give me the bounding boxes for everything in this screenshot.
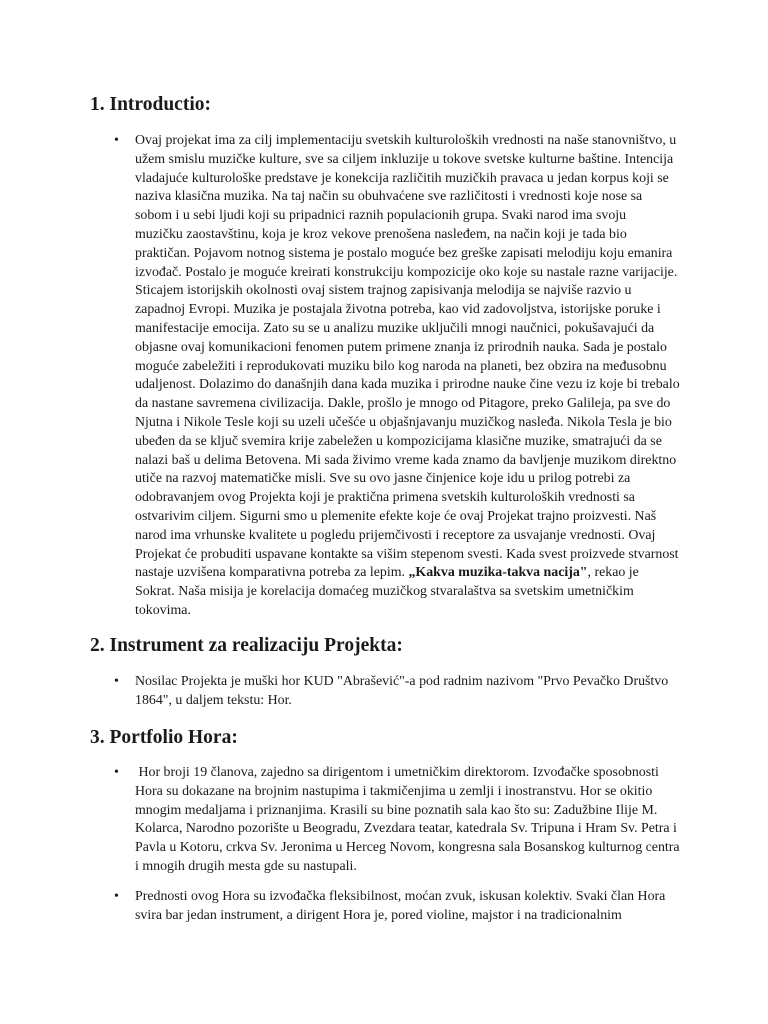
section-heading-introduction: 1. Introductio:	[90, 94, 211, 115]
text-line: izvođač. Postalo je moguće kreirati konstrukciju kompozicije oko koje su nastale razne varijacije.	[135, 264, 678, 280]
quote-bold: „Kakva muzika-takva nacija"	[408, 565, 588, 581]
text-line: zapadnoj Evropi. Muzika je postajala životna potreba, kao vid zadovoljstva, istorijske poruke i	[135, 302, 661, 318]
text-line: tokovima.	[135, 602, 191, 618]
text-line: Pavla u Kotoru, crkva Sv. Jeronima u Herceg Novom, kongresna sala Bosanskog kulturnog centra	[135, 840, 680, 856]
text-run: nastaje uzvišena komparativna potreba za lepim.	[135, 565, 409, 581]
text-line: Hora su dokazane na brojnim nastupima i takmičenjima u zemlji i inostranstvu. Hor se okitio	[135, 783, 653, 799]
text-line: Hor broji 19 članova, zajedno sa dirigentom i umetničkim direktorom. Izvođačke sposobnosti	[135, 765, 659, 780]
text-line: mnogim medaljama i priznanjima. Krasili su bine poznatih sala kao što su: Zadužbine Ilije M.	[135, 802, 658, 818]
text-line: objasne ovaj komunikacioni fenomen putem primene znanja iz prirodnih nauka. Sada je postalo	[135, 339, 667, 355]
text-line: Prednosti ovog Hora su izvođačka fleksibilnost, moćan zvuk, iskusan kolektiv. Svaki član Hora	[135, 889, 666, 904]
text-line: manifestacije emocija. Zato su se u analizu muzike uključili mnogi naučnici, pokušavajući da	[135, 320, 655, 336]
text-line: svira bar jedan instrument, a dirigent Hora je, pored violine, majstor i na tradicionalnim	[135, 907, 622, 923]
text-line: ubeđen da se ključ svemira krije zabeležen u kompozicijama klasične muzike, smatrajući da se	[135, 433, 662, 449]
text-line: 1864", u daljem tekstu: Hor.	[135, 692, 292, 708]
text-line: odobravanjem ovog Projekta koji je praktična primena svetskih kulturoloških vrednosti sa	[135, 490, 635, 506]
bullet-icon: •	[114, 889, 119, 904]
text-line-with-quote	[135, 564, 680, 583]
text-line: Kolarca, Narodno pozorište u Beogradu, Zvezdara teatar, katedrala Sv. Tripuna i Hram Sv. Petra i	[135, 821, 677, 837]
text-line: i mnogih drugih mesta gde su nastupali.	[135, 858, 357, 874]
text-line: da nastane savremena civilizacija. Dakle, prošlo je mnogo od Pitagore, preko Galileja, pa sve do	[135, 396, 671, 412]
section-heading-instrument: 2. Instrument za realizaciju Projekta:	[90, 635, 403, 656]
text-line: naziva klasična muzika. Na taj način su obuhvaćene sve različitosti i vrednosti koje nose sa	[135, 189, 643, 205]
text-line: utiče na razvoj matematičke misli. Sve su ovo jasne činjenice koje idu u prilog potrebi za	[135, 471, 631, 487]
text-line: nalazi baš u delima Betovena. Mi sada živimo vreme kada znamo da bavljenje muzikom direktno	[135, 452, 677, 468]
bullet-icon: •	[114, 133, 119, 148]
text-run: , rekao je	[587, 565, 639, 581]
text-line: Njutna i Nikole Tesle koji su uzeli učešće u objašnjavanju muzičkog nasleđa. Nikola Tesla je bio	[135, 414, 672, 430]
text-line: vladajuće kulturološke predstave je konekcija različitih muzičkih pravaca u jedan korpus koji se	[135, 170, 669, 186]
text-line: Sticajem istorijskih okolnosti ovaj sistem trajnog zapisivanja melodija se najviše razvio u	[135, 283, 632, 299]
paragraph-portfolio-advantages	[135, 888, 680, 926]
text-line: praktičan. Pojavom notnog sistema je postalo moguće bez greške zapisati melodiju koju emanira	[135, 245, 673, 261]
text-line: moguće zabeležiti i reprodukovati muziku bilo kog naroda na planeti, bez obzira na međusobnu	[135, 358, 667, 374]
text-line: udaljenost. Dolazimo do današnjih dana kada muzika i prirodne nauke čine vezu iz koje bi trebalo	[135, 377, 680, 393]
paragraph-portfolio-members	[135, 764, 680, 877]
text-line: muzičku zaostavštinu, koja je kroz vekove prenošena nasleđem, na način koji je tada bio	[135, 226, 627, 242]
text-line: Projekat će probuditi uspavane kontakte sa višim stepenom svesti. Kada svest proizvede stvarnost	[135, 546, 679, 562]
text-line: Ovaj projekat ima za cilj implementaciju svetskih kulturoloških vrednosti na naše stanovništvo, u	[135, 133, 677, 148]
bullet-icon: •	[114, 674, 119, 689]
paragraph-introduction	[135, 132, 680, 621]
text-line: sobom i u sebi ljudi koji su pripadnici raznih populacionih grupa. Svaki narod ima svoju	[135, 208, 627, 224]
section-heading-portfolio: 3. Portfolio Hora:	[90, 727, 238, 748]
text-line: užem smislu muzičke kulture, sve sa ciljem inkluzije u tokove svetske kulturne baštine. Intencija	[135, 151, 674, 167]
text-line: Sokrat. Naša misija je korelacija domaćeg muzičkog stvaralaštva sa svetskim umetničkim	[135, 584, 634, 600]
paragraph-instrument	[135, 673, 680, 711]
text-line: ostvarivim ciljem. Sigurni smo u plemenite efekte koje će ovaj Projekat trajno proizvesti. Naš	[135, 508, 657, 524]
bullet-icon: •	[114, 765, 119, 780]
text-line: Nosilac Projekta je muški hor KUD "Abrašević"-a pod radnim nazivom "Prvo Pevačko Društvo	[135, 674, 669, 689]
text-line: narod ima vrhunske kvalitete u pogledu prijemčivosti i receptore za usvajanje vrednosti. Ovaj	[135, 527, 656, 543]
